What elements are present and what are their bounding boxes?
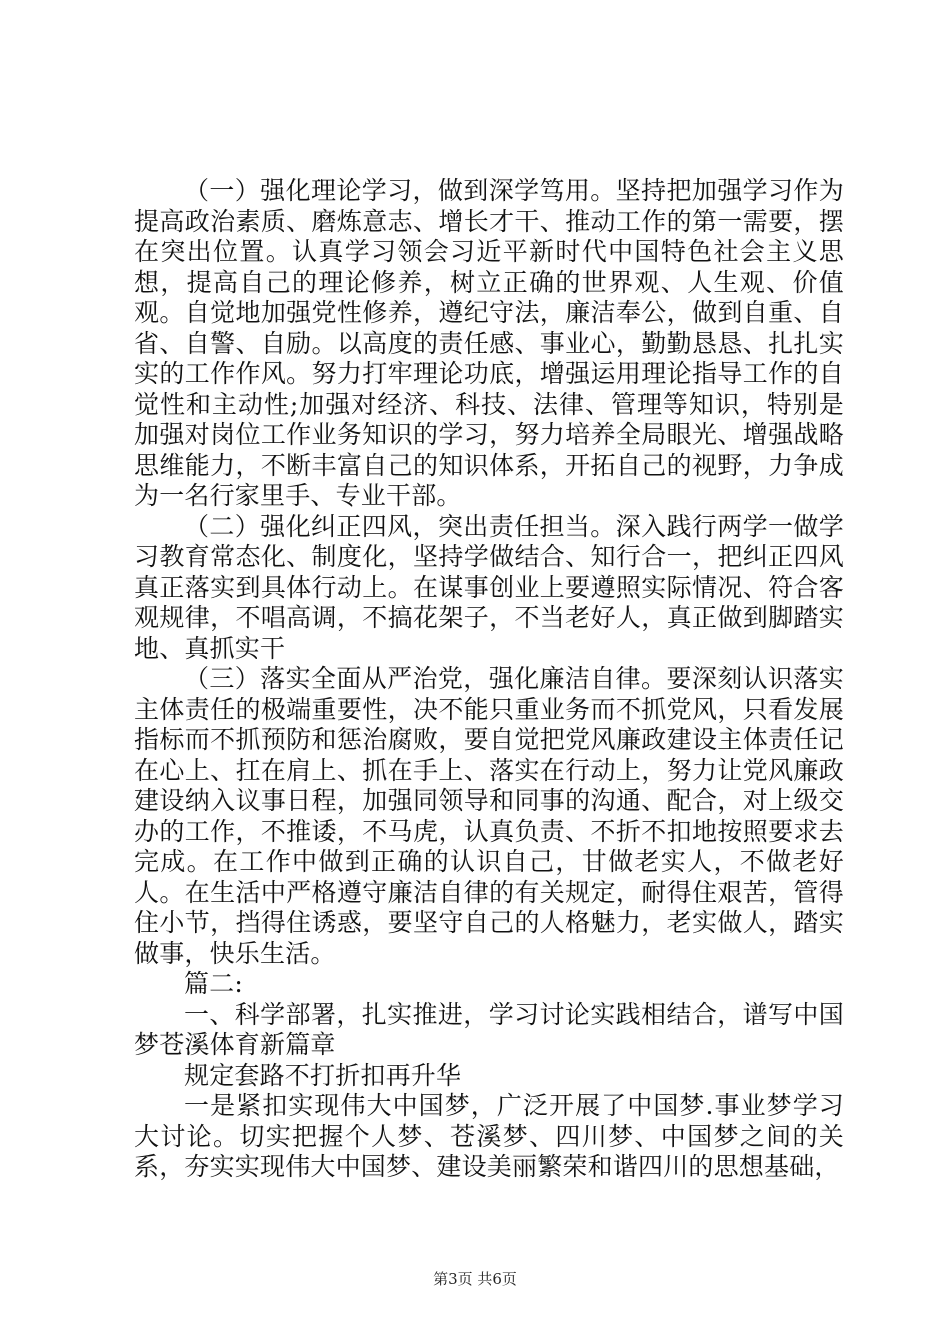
paragraph-2: （二）强化纠正四风，突出责任担当。深入践行两学一做学习教育常态化、制度化，坚持学做结合、知行合一，把纠正四风真正落实到具体行动上。在谋事创业上要遵照实际情况、符合客观规律，不唱高调，不搞花架子，不当老好人，真正做到脚踏实地、真抓实干 [134, 511, 844, 663]
paragraph-5: 规定套路不打折扣再升华 [184, 1060, 462, 1090]
paragraph-3: （三）落实全面从严治党，强化廉洁自律。要深刻认识落实主体责任的极端重要性，决不能只重业务而不抓党风，只看发展指标而不抓预防和惩治腐败，要自觉把党风廉政建设主体责任记在心上、扛在肩上、抓在手上、落实在行动上，努力让党风廉政建设纳入议事日程，加强同领导和同事的沟通、配合，对上级交办的工作，不推诿，不马虎，认真负责、不折不扣地按照要求去完成。在工作中做到正确的认识自己，甘做老实人，不做老好人。在生活中严格遵守廉洁自律的有关规定，耐得住艰苦，管得住小节，挡得住诱惑，要坚守自己的人格魅力，老实做人，踏实做事，快乐生活。 [134, 664, 844, 968]
paragraph-1: （一）强化理论学习，做到深学笃用。坚持把加强学习作为提高政治素质、磨炼意志、增长才干、推动工作的第一需要，摆在突出位置。认真学习领会习近平新时代中国特色社会主义思想，提高自己的理论修养，树立正确的世界观、人生观、价值观。自觉地加强党性修养，遵纪守法，廉洁奉公，做到自重、自省、自警、自励。以高度的责任感、事业心，勤勤恳恳、扎扎实实的工作作风。努力打牢理论功底，增强运用理论指导工作的自觉性和主动性;加强对经济、科技、法律、管理等知识，特别是加强对岗位工作业务知识的学习，努力培养全局眼光、增强战略思维能力，不断丰富自己的知识体系，开拓自己的视野，力争成为一名行家里手、专业干部。 [134, 176, 844, 510]
document-body [134, 176, 844, 1183]
page-footer: 第3页 共6页 [433, 1270, 517, 1288]
section-heading: 篇二: [184, 969, 244, 998]
paragraph-4: 一、科学部署，扎实推进，学习讨论实践相结合，谱写中国梦苍溪体育新篇章 [134, 999, 844, 1059]
paragraph-6: 一是紧扣实现伟大中国梦，广泛开展了中国梦.事业梦学习大讨论。切实把握个人梦、苍溪梦、四川梦、中国梦之间的关系，夯实实现伟大中国梦、建设美丽繁荣和谐四川的思想基础， [134, 1091, 844, 1181]
